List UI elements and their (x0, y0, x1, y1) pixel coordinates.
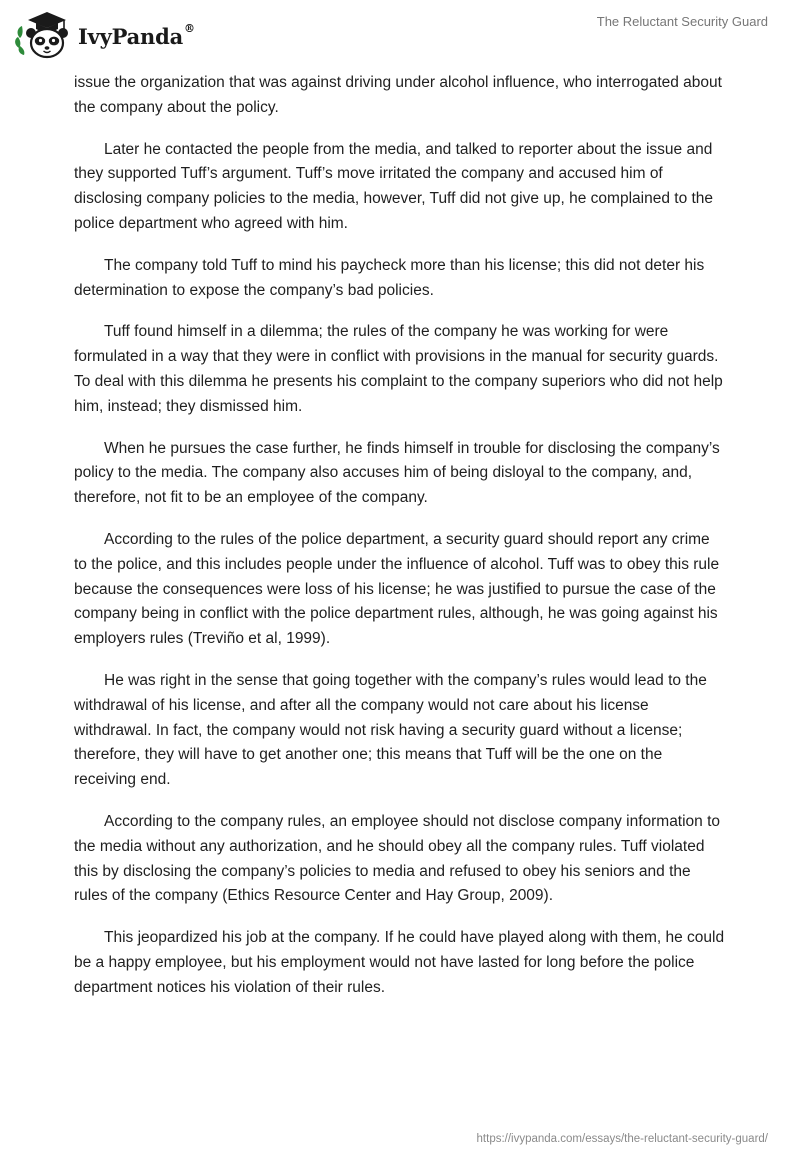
document-title: The Reluctant Security Guard (596, 14, 768, 29)
essay-paragraph: According to the company rules, an employee should not disclose company information to the media without any authorization, and he should obey all the company rules. Tuff violated this by disclosing the company’s policies to media and refused to obey his seniors and the rules of the company (Ethics Resource Center and Hay Group, 2009). (74, 812, 721, 905)
essay-body (74, 71, 726, 1018)
ivypanda-logo[interactable] (14, 8, 195, 60)
essay-paragraph: This jeopardized his job at the company. If he could have played along with them, he could be a happy employee, but his employment would not have lasted for long before the police department notices his violation of their rules. (74, 929, 725, 996)
essay-paragraph: Tuff found himself in a dilemma; the rules of the company he was working for were formulated in a way that they were in conflict with provisions in the manual for security guards. To deal with this dilemma he presents his complaint to the company superiors who did not help him, instead; they dismissed him. (74, 323, 723, 415)
essay-paragraph: He was right in the sense that going together with the company’s rules would lead to the withdrawal of his license, and after all the company would not care about his license withdrawal. In fact, the company would not risk having a security guard without a license; therefore, they will have to get another one; this means that Tuff will be the one on the receiving end. (74, 671, 707, 789)
essay-paragraph: Later he contacted the people from the media, and talked to reporter about the issue and they supported Tuff’s argument. Tuff’s move irritated the company and accused him of disclosing company policies to the media, however, Tuff did not give up, he complained to the police department who agreed with him. (74, 140, 714, 232)
essay-paragraph: The company told Tuff to mind his paycheck more than his license; this did not deter his determination to expose the company’s bad policies. (74, 256, 705, 299)
essay-paragraph: issue the organization that was against driving under alcohol influence, who interrogated about the company about the policy. (74, 74, 722, 116)
essay-paragraph: When he pursues the case further, he finds himself in trouble for disclosing the company’s policy to the media. The company also accuses him of being disloyal to the company, and, therefore, not fit to be an employee of the company. (74, 439, 720, 507)
panda-graduate-icon (14, 8, 72, 60)
source-url[interactable]: https://ivypanda.com/essays/the-reluctant-security-guard/ (476, 1133, 768, 1145)
brand-name: IvyPanda® (78, 21, 195, 49)
page-header (0, 0, 800, 70)
essay-paragraph: According to the rules of the police department, a security guard should report any crime to the police, and this includes people under the influence of alcohol. Tuff was to obey this rule because the consequences were loss of his license; he was justified to pursue the case of the company being in conflict with the police department rules, although, he was going against his employers rules (Treviño et al, 1999). (74, 530, 720, 648)
